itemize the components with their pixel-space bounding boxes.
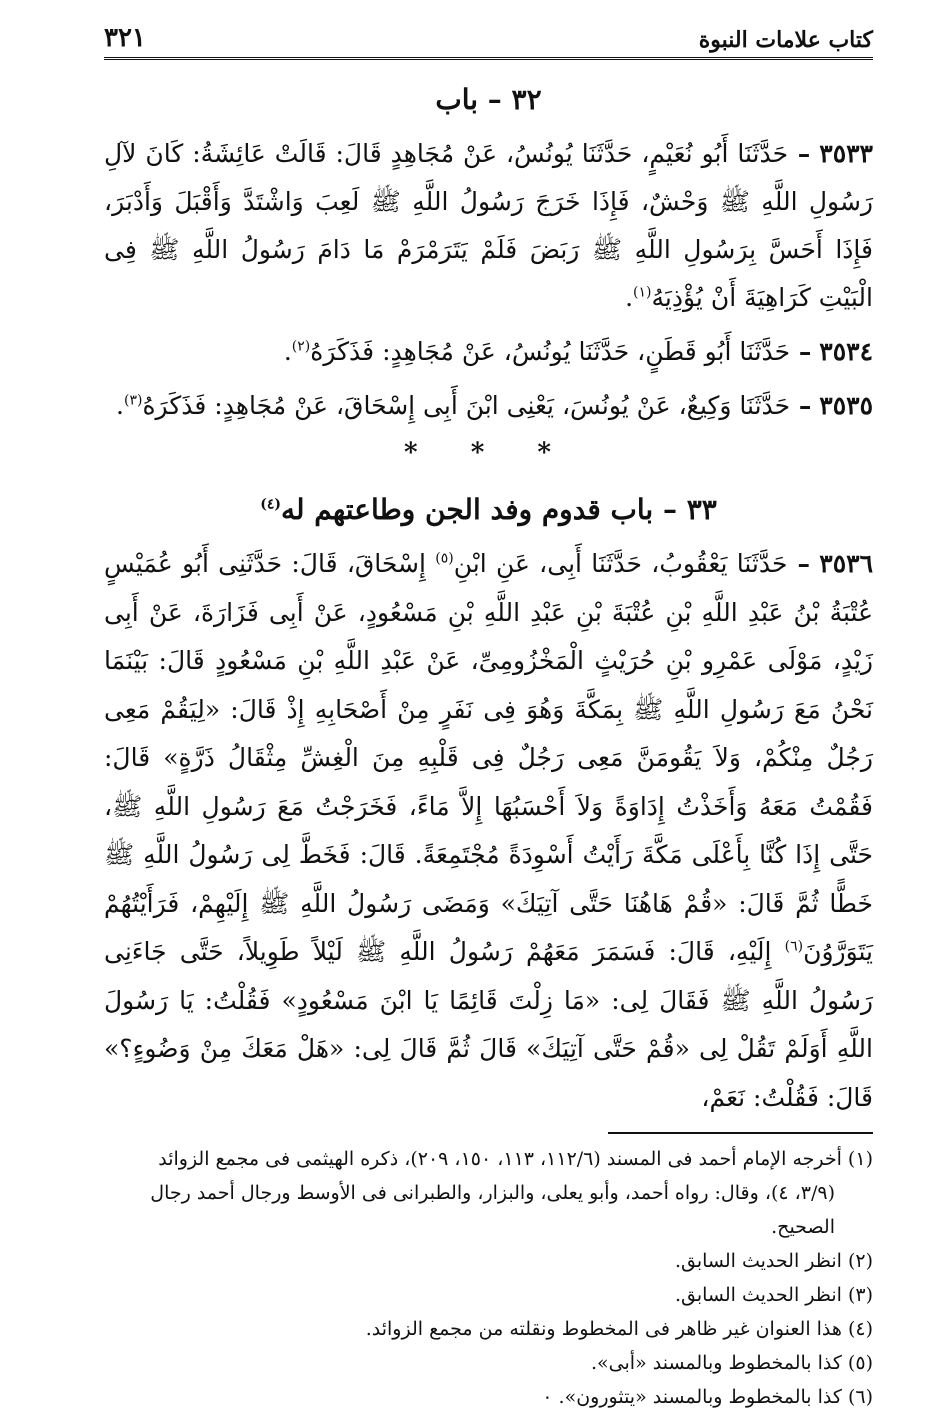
footnote-ref: (١) xyxy=(633,284,652,301)
footnote-1 xyxy=(104,1142,873,1244)
footnote-ref: (٤) xyxy=(260,496,281,513)
footnote-2: (٢) انظر الحديث السابق. xyxy=(674,1250,873,1272)
hadith-text-part2: إِسْحَاقَ، قَالَ: حَدَّثَنِى أَبُو عُمَيْسٍ عُتْبَةُ بْنُ عَبْدِ اللَّهِ بْنِ عُتْبَةَ بْنِ عَبْدِ اللَّهِ بْنِ مَسْعُودٍ، عَنْ أَبِى فَزَارَةَ، عَنْ أَبِى زَيْدٍ، مَوْلَى عَمْرِو بْنِ حُرَيْثٍ الْمَخْزُومِىِّ، عَنْ عَبْدِ اللَّهِ بْنِ مَسْعُودٍ قَالَ: بَيْنَمَا نَحْنُ مَعَ رَسُولِ اللَّهِ ﷺ بِمَكَّةَ وَهُوَ فِى نَفَرٍ مِنْ أَصْحَابِهِ إِذْ قَالَ: «لِيَقُمْ مَعِى رَجُلٌ مِنْكُمْ، وَلاَ يَقُومَنَّ مَعِى رَجُلٌ فِى قَلْبِهِ مِنَ الْغِشِّ مِثْقَالُ ذَرَّةٍ» قَالَ: فَقُمْتُ مَعَهُ وَأَخَذْتُ إِدَاوَةً وَلاَ أَحْسَبُهَا إِلاَّ مَاءً، فَخَرَجْتُ مَعَ رَسُولِ اللَّهِ ﷺ، حَتَّى إِذَا كُنَّا بِأَعْلَى مَكَّةَ رَأَيْتُ أَسْوِدَةً مُجْتَمِعَةً. قَالَ: فَخَطَّ لِى رَسُولُ اللَّهِ ﷺ خَطًّا ثُمَّ قَالَ: «قُمْ هَاهُنَا حَتَّى آتِيَكَ» وَمَضَى رَسُولُ اللَّهِ ﷺ إِلَيْهِمْ، فَرَأَيْتُهُمْ يَتَوَرَّوُنَ xyxy=(104,549,873,966)
footnote-5: (٥) كذا بالمخطوط وبالمسند «أبى». xyxy=(591,1352,873,1374)
hadith-text-part3: إِلَيْهِ، قَالَ: فَسَمَرَ مَعَهُمْ رَسُولُ اللَّهِ ﷺ لَيْلاً طَوِيلاً، حَتَّى جَاءَنِى رَسُولُ اللَّهِ ﷺ فَقَالَ لِى: «مَا زِلْتَ قَائِمًا يَا ابْنَ مَسْعُودٍ» فَقُلْتُ: يَا رَسُولَ اللَّهِ أَوَلَمْ تَقُلْ لِى «قُمْ حَتَّى آتِيَكَ» قَالَ ثُمَّ قَالَ لِى: «هَلْ مَعَكَ مِنْ وَضُوءٍ؟» قَالَ: فَقُلْتُ: نَعَمْ، xyxy=(104,937,873,1112)
hadith-3535: ٣٥٣٥ – حَدَّثَنَا وَكِيعٌ، عَنْ يُونُسَ، يَعْنِى ابْنَ أَبِى إِسْحَاقَ، عَنْ مُجَاهِدٍ: فَذَكَرَهُ$^{(٣)}$. xyxy=(116,391,873,420)
hadith-number: ٣٥٣٣ xyxy=(819,139,873,168)
hadith-number: ٣٥٣٤ xyxy=(819,337,873,366)
footnote-text: (١) أخرجه الإمام أحمد فى المسند (١١٢/٦، ١١٣، ١٥٠، ٢٠٩)، ذكره الهيثمى فى مجمع الزوائد xyxy=(158,1148,873,1170)
number-dash: – xyxy=(790,337,812,366)
footnote-ref: (٣) xyxy=(123,392,143,409)
hadith-number: ٣٥٣٦ xyxy=(819,549,873,578)
hadith-3534: ٣٥٣٤ – حَدَّثَنَا أَبُو قَطَنٍ، حَدَّثَنَا يُونُسُ، عَنْ مُجَاهِدٍ: فَذَكَرَهُ$^{(٢)}$. xyxy=(283,337,873,366)
footnote-continuation: (٣/٩، ٤)، وقال: رواه أحمد، وأبو يعلى، والبزار، والطبرانى فى الأوسط ورجال أحمد رجال الصحيح. xyxy=(150,1182,835,1238)
running-head xyxy=(104,20,873,60)
hadith-text: حَدَّثَنَا وَكِيعٌ، عَنْ يُونُسَ، يَعْنِى ابْنَ أَبِى إِسْحَاقَ، عَنْ مُجَاهِدٍ: فَذَكَرَهُ xyxy=(142,391,791,420)
hadith-number: ٣٥٣٥ xyxy=(819,391,873,420)
book-title: كتاب علامات النبوة xyxy=(698,27,873,53)
hadith-3533: ٣٥٣٣ – حَدَّثَنَا أَبُو نُعَيْمٍ، حَدَّثَنَا يُونُسُ، عَنْ مُجَاهِدٍ قَالَ: قَالَتْ عَائِشَةُ: كَانَ لآلِ رَسُولِ اللَّهِ ﷺ وَحْشٌ، فَإِذَا خَرَجَ رَسُولُ اللَّهِ ﷺ لَعِبَ وَاشْتَدَّ وَأَقْبَلَ وَأَدْبَرَ، فَإِذَا أَحَسَّ بِرَسُولِ اللَّهِ ﷺ رَبَضَ فَلَمْ يَتَرَمْرَمْ مَا دَامَ رَسُولُ اللَّهِ ﷺ فِى الْبَيْتِ كَرَاهِيَةَ أَنْ يُؤْذِيَهُ$^{(١)}$. xyxy=(104,139,873,312)
footnote-ref: (٥) xyxy=(435,550,454,567)
hadith-text-part1: حَدَّثَنَا يَعْقُوبُ، حَدَّثَنَا أَبِى، عَنِ ابْنِ xyxy=(453,549,788,578)
footnote-6: (٦) كذا بالمخطوط وبالمسند «يتثورون». ٠ xyxy=(542,1386,873,1408)
number-dash: – xyxy=(788,139,811,168)
hadith-text: حَدَّثَنَا أَبُو قَطَنٍ، حَدَّثَنَا يُونُسُ، عَنْ مُجَاهِدٍ: فَذَكَرَهُ xyxy=(310,337,791,366)
footnote-ref: (٢) xyxy=(291,338,311,355)
section-separator: * * * xyxy=(404,438,573,468)
chapter-heading-32: ٣٢ – باب xyxy=(435,83,542,116)
footnote-4: (٤) هذا العنوان غير ظاهر فى المخطوط ونقلته من مجمع الزوائد. xyxy=(365,1318,873,1340)
number-dash: – xyxy=(787,549,810,578)
chapter-title: ٣٣ – باب قدوم وفد الجن وطاعتهم له xyxy=(280,493,717,526)
hadith-text: حَدَّثَنَا أَبُو نُعَيْمٍ، حَدَّثَنَا يُونُسُ، عَنْ مُجَاهِدٍ قَالَ: قَالَتْ عَائِشَةُ: كَانَ لآلِ رَسُولِ اللَّهِ ﷺ وَحْشٌ، فَإِذَا خَرَجَ رَسُولُ اللَّهِ ﷺ لَعِبَ وَاشْتَدَّ وَأَقْبَلَ وَأَدْبَرَ، فَإِذَا أَحَسَّ بِرَسُولِ اللَّهِ ﷺ رَبَضَ فَلَمْ يَتَرَمْرَمْ مَا دَامَ رَسُولُ اللَّهِ ﷺ فِى الْبَيْتِ كَرَاهِيَةَ أَنْ يُؤْذِيَهُ xyxy=(104,139,873,312)
hadith-3536 xyxy=(104,540,873,1122)
footnote-3: (٣) انظر الحديث السابق. xyxy=(674,1284,873,1306)
footnotes xyxy=(104,1142,873,1414)
footnote-ref: (٦) xyxy=(784,938,804,955)
footnote-separator xyxy=(608,1132,873,1134)
page-number: ٣٢١ xyxy=(104,23,146,53)
number-dash: – xyxy=(790,391,812,420)
chapter-heading-33 xyxy=(104,490,873,530)
